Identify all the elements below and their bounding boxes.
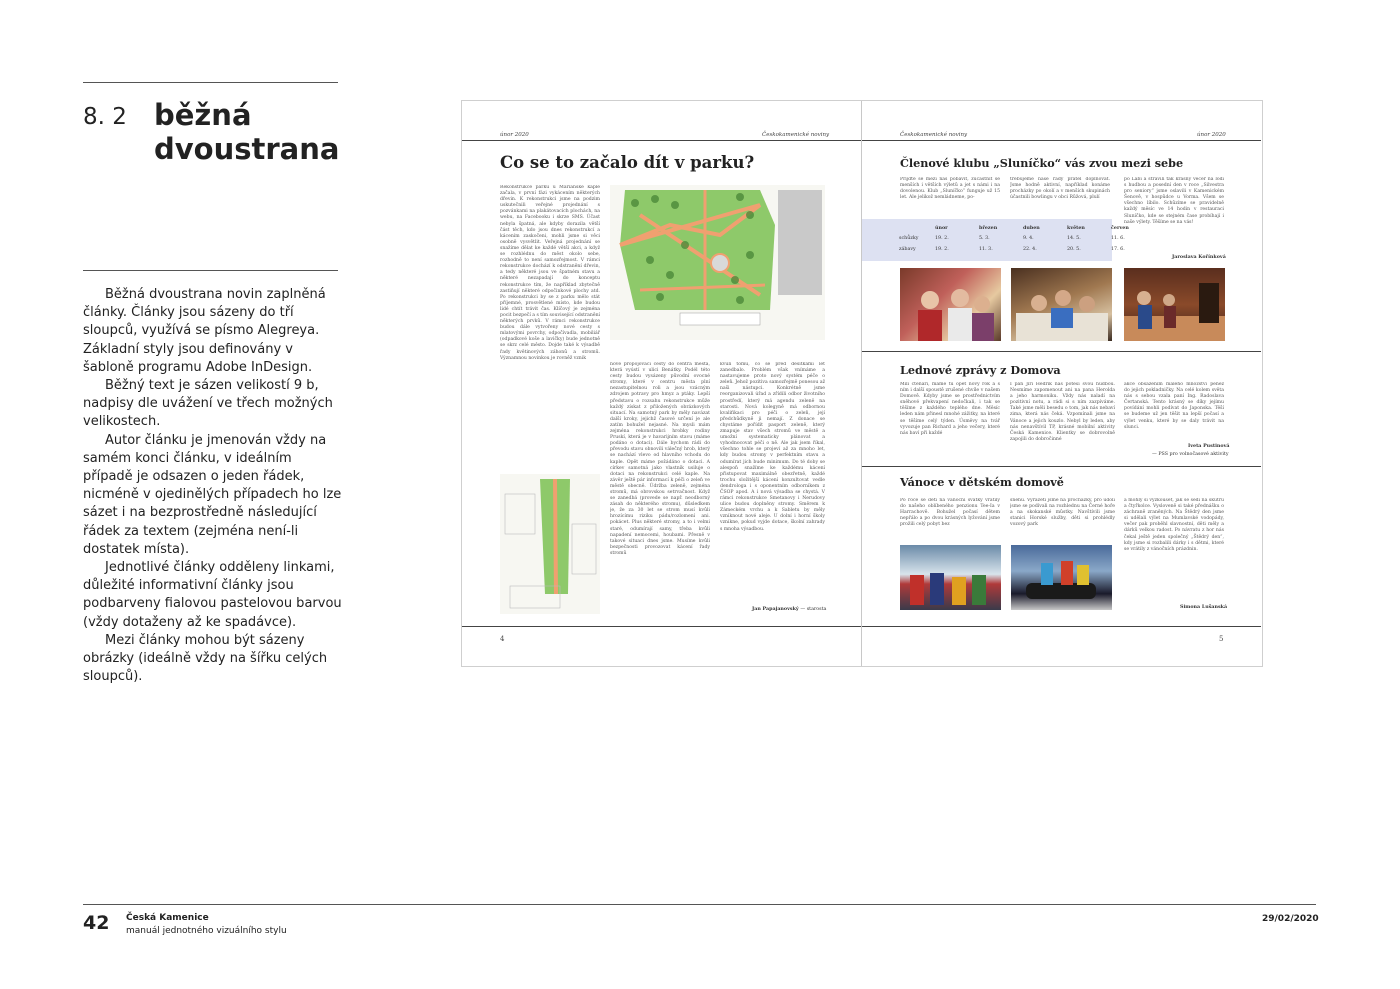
park-plan-image [610, 185, 825, 340]
article2-col2-text: I pan Jiří Hedřík nás potěší svou hudbou. Nesmíme zapomenout ani na pana Herolda a jeho harmoniku. Vždy nás naladí na pozitivní notu, a rádi si s ním zazpíváme. Také jsme měli besedu o tom, jak nás nebaví zima, která nás čeká. Vzpomínali jsme na Vánoce a jejich kouzlo. Nebyl by leden, aby nás nenavštívil TP, krásné mobilní aktivity Česká Kamenice. Klientky se dobrovolně zapojili do dobročinné [1010, 382, 1115, 442]
schedule-cell: 22. 4. [1023, 247, 1037, 252]
article3-col3-text: a mohly si vyzkoušet, jak se sedí na skútru a čtyřkolce. Vysloveně si také přednášku o záchraně zraněných. Na Štědrý den jsme si udělali výlet na Mumlavské vodopády, večer pak proběhl slavnostní, děti měly a dárků velkou radost. Po návratu z hor nás čekal ještě jeden společný „Štědrý den“, kdy jsme si rozbalili dárky i s dětmi, které se vrátily z vánočních prázdnin. [1124, 498, 1224, 552]
footer-page-number: 42 [83, 912, 110, 934]
schedule-cell: 5. 3. [979, 236, 990, 241]
right-header-date: únor 2020 [1197, 132, 1226, 138]
right-header-rule [862, 140, 1261, 141]
left-footer-rule [462, 626, 861, 627]
article3-col2-text: sněhu. Vyrážeti jsme na procházky, pro údolí jsme se podívali na rozhlednu na Černé hoře a na skokanské můstky. Navštívili jsme stanici Horské služby, děti si prohlédly vozový park [1010, 498, 1115, 528]
article1-col3-text: po Labi a strávili tak krásný večer na lodi s hudbou a posední den v roce „Silvestra pro seniory“ jsme oslavili v Kamenickém Šenově, v hospůdce u Vorma. Všem se všechno líbilo. Schůzíme se pravidelně každý měsíc ve 14 hodin v restauraci Sluníčko, kde se stejném čase probíhají i naše výlety. Těšíme se na vás! [1124, 177, 1224, 225]
club-photo-2 [1011, 268, 1112, 341]
schedule-cell: 14. 5. [1067, 236, 1081, 241]
schedule-cell: 11. 6. [1111, 236, 1125, 241]
schedule-cell: 19. 2. [935, 247, 949, 252]
description-paragraph: Jednotlivé články odděleny linkami, důležité informativní články jsou podbarveny fialovou pastelovou barvou (vždy dotaženy až ke spadávce). [83, 560, 342, 630]
right-page-number: 5 [1219, 635, 1224, 643]
article2-col3-text: akce obsazením malého množství peněz do jejich pokladničky. Na celé kolem světa nás s sebou vzala paní Ing. Radoslava Čertanská. Tento krásný se díky jejímu povídání mohli podívat do Japonska. Těší se budeme už jen těšit na lepší počasí a výlet venku, které by se daly trávit na slunci. [1124, 382, 1224, 430]
article2-headline: Lednové zprávy z Domova [900, 363, 1061, 377]
schedule-cell: 11. 3. [979, 247, 993, 252]
article1-col1-text: Přijďte se mezi nás pobavit, zúčastnit se menších i větších výletů a jet s námi i na dovolenou. Klub „Sluníčko“ funguje už 15 let. Ale jelikož nemládneme, po- [900, 177, 1000, 201]
schedule-col: červen [1111, 224, 1129, 231]
schedule-row-label: zábavy [899, 247, 916, 252]
club-photo-3 [1124, 268, 1225, 341]
section-title: běžná dvoustrana [154, 98, 340, 166]
description-paragraph: Autor článku je jmenován vždy na samém konci článku, v ideálním případě je odsazen o jeden řádek, nicméně v ojedinělých případech ho lze sázet i na bezprostředně následující řádek za textem (zejména není-li dostatek místa). [83, 432, 342, 557]
description-paragraph: Běžný text je sázen velikostí 9 b, nadpisy dle uvážení ve třech možných velikostech. [83, 378, 333, 430]
article1-author: Jaroslava Kořínková [1172, 254, 1226, 260]
article2-author: Iveta Pustinová [1188, 443, 1230, 449]
left-author-role: — starosta [800, 607, 827, 612]
description-paragraph: Běžná dvoustrana novin zaplněná články. Články jsou sázeny do tří sloupců, využívá se písmo Alegreya. Základní styly jsou definovány v šabloně programu Adobe InDesign. [83, 287, 326, 375]
footer-brand: Česká Kamenice [126, 913, 209, 923]
left-header-rule [462, 140, 861, 141]
christmas-photo-1 [900, 545, 1001, 610]
article-divider [862, 351, 1261, 352]
schedule-row [896, 233, 1152, 244]
description-paragraph: Mezi články mohou být sázeny obrázky (ideálně vždy na šířku celých sloupců). [83, 632, 328, 685]
left-author-name: Jan Papajanovský [752, 606, 799, 612]
footer-subtitle: manuál jednotného vizuálního stylu [126, 926, 287, 936]
schedule-cell: 19. 2. [935, 236, 949, 241]
schedule-row-label: schůzky [899, 236, 919, 241]
left-header-paper: Českokamenické noviny [762, 132, 830, 138]
schedule-cell: 17. 6. [1111, 247, 1125, 252]
schedule-table [896, 222, 1152, 255]
schedule-cell: 20. 5. [1067, 247, 1081, 252]
right-page [862, 101, 1262, 666]
article2-author-role: — PSS pro volnočasové aktivity [1152, 452, 1229, 457]
section-top-rule [83, 82, 338, 83]
footer-rule [83, 904, 1316, 905]
left-page-number: 4 [500, 635, 505, 643]
description-text [83, 286, 343, 686]
article1-headline: Členové klubu „Sluníčko“ vás zvou mezi sebe [900, 156, 1184, 170]
schedule-header-row [896, 222, 1152, 233]
left-header-date: únor 2020 [500, 132, 529, 138]
article-divider [862, 466, 1261, 467]
newspaper-spread [461, 100, 1263, 667]
footer-date: 29/02/2020 [1262, 914, 1319, 924]
left-headline: Co se to začalo dít v parku? [500, 153, 755, 172]
left-col3-text: kvůli tomu, co se před desítkami let zanedbalo. Problém však vnímáme a nastavujeme proto nový systém péče o zeleň. Jehož pozitiva samozřejmě ponesou až naši nástupci. Konkrétně jsme reorganizovali úřad a zřídili odbor životního prostředí, který má agendu zeleně na starosti. Nová kolegyně má odbornou kvalifikaci pro péči o zeleň, její předchůdkyně ji nemají. Z donace se chystáme pořídit pasport zeleně, který zmapuje stav všech stromů ve městě a umožní systematicky plánovat a vyhodnocovat péči o ně. Ale jak jsem říkal, všechno tohle se projeví až za mnoho let, kdy budou stromy v perfektním stavu a odumírat jich bude minimum. Do té doby se alespoň snažíme ke každému kácení přistupovat maximálně obezřetně, každé trochu složitější kácení konzultovat vedle dendrologa i s oponentním odborníkem z ČSOP apod. A i nová výsadba se chystá. V rámci rekonstrukce Smetanovy i Nerudovy ulice budou doplněny stromy. Směrem k Zámeckém vrchu a k Sabletu by měly vzniknout nové aleje. U dolní i horní školy vznikne, pokud vyjde dotace, školní zahrady s mnoha výsadbou. [720, 362, 825, 532]
schedule-col: březen [979, 224, 998, 231]
schedule-col: únor [935, 224, 948, 231]
section-number: 8. 2 [83, 104, 127, 130]
path-plan-image [500, 474, 600, 614]
left-col2-text: nové propojovací cesty do centra města, která vyústí v ulici Benátky. Podél této cesty budou vysázeny původní ovocné stromy, které v centru města plní nezastupitelnou roli a jsou vzácným zdrojem potravy pro hmyz a ptáky. Lepší představu o rozsahu rekonstrukce může každý získat z přiložených obrázkových situací. Na samotný park by měly navázat další kroky, jejichž časové určení je ale zatím bohužel nejasné. Na mysli mám zejména rekonstrukci hrobky rodiny Pruskí, která je v havarijním stavu (máme podáno o dotaci). Dále bychom rádi do převodu stavu obnovili válečný hrob, který se nachází vlevo od hlavního vchodu do kaple. Opět máme požádáno o dotaci. A církev samotná jako vlastník usiluje o dotaci na rekonstrukci celé kaple. Na závěr ještě pár informací k péči o zeleň ve městě obecně. Údržba zeleně, zejména stromů, má obrovskou setrvačnost. Když se zanedbá (provede se např. neodborný zásah do některého stromu), důsledkem je, že za 30 let se strom musí kvůli hrozícímu riziku pádu/rozlomení ani. pokácet. Plus některé stromy, a to i velmi staré, odumírají samy, třeba kvůli napadení nemocemi, houbami. Přesně v takové situaci dnes jsme. Musíme kvůli bezpečnosti provozovat kácení řady stromů [610, 362, 710, 556]
article3-headline: Vánoce v dětském domově [900, 475, 1064, 489]
left-author [752, 606, 826, 612]
right-header-paper: Českokamenické noviny [900, 132, 968, 138]
left-page [462, 101, 862, 666]
article2-col1-text: Milí čtenáři, máme tu opět nový rok a s ním i další spoustě zrušené chvíle v našem Domově. Kdyby jsme se prostřednictvím sněhové překvapení nedočkali, i tak se těšíme z každého teplého dne. Měsíc leden nám přinesl mnohé zážitky, na které se těšíme celý týden. Úsměvy na tvář vyvozuje pan Richard a jeho večery, které nás baví při každé [900, 382, 1000, 436]
description-rule [83, 270, 338, 271]
club-photo-1 [900, 268, 1001, 341]
schedule-col: duben [1023, 224, 1040, 231]
left-col1-text: Rekonstrukce parku u Mariánské kaple začala, v první fázi vykácením některých dřevin. K rekonstrukci jsme na podzim uskutečnili veřejné projednání s pozvánkami na plakátovacích plochách, na webu, na Facebooku i skrze SMS. Účast nebyla špatná, ale kdyby dorazila větší část těch, kdo jsou dnes rekonstrukcí a kácením zaskočeni, mohli jsme si věci osobně vysvětlit. Veřejná projednání se snažíme dělat ke každé větší akci, a když se rozhlédnu do měst okolo sebe, rozhodně to není samozřejmost. V rámci rekonstrukce dochází k odstranění dřevin, a tedy některé jsou ve špatném stavu a některé nezapadají do konceptu rekonstrukce tím, že například zbytečně zastiňují některé odpočinkové plochy atd. Po rekonstrukci by se z parku mělo stát příjemné, prosvětlené místo, kde budou lidé chtít trávit čas. Klíčový je zejména pocit bezpečí a s tím související odstranění některých prvků. V rámci rekonstrukce budou dále vytvořeny nové cesty s mlatovými povrchy, odpočívadla, mobiliář (odpadkové koše a lavičky) bude jednotně se skrz celé město. Dojde také k výsadbě řady květinových záhonů a stromů. Významnou novinkou je rovněž vznik [500, 185, 600, 361]
article3-col1-text: Po roce se děti na vánoční svátky vrátily do našeho oblíbeného penzionu Tee-Ia v Harrachově. Bohužel počasí dětem nepřálo a po dvou krásných lyžování jsme prožili celý pobyt bez [900, 498, 1000, 528]
article1-col2-text: třebujeme naše řady přátel doplňovat. Jsme hodně aktivní, například konáme procházky po okolí a v menších skupinách účastnili bowlingu v obci Růžová, plulí [1010, 177, 1110, 201]
schedule-row [896, 244, 1152, 255]
schedule-col: květen [1067, 224, 1085, 231]
right-footer-rule [862, 626, 1261, 627]
schedule-cell: 9. 4. [1023, 236, 1034, 241]
christmas-photo-2 [1011, 545, 1112, 610]
article3-author: Simona Lušanská [1180, 604, 1228, 610]
